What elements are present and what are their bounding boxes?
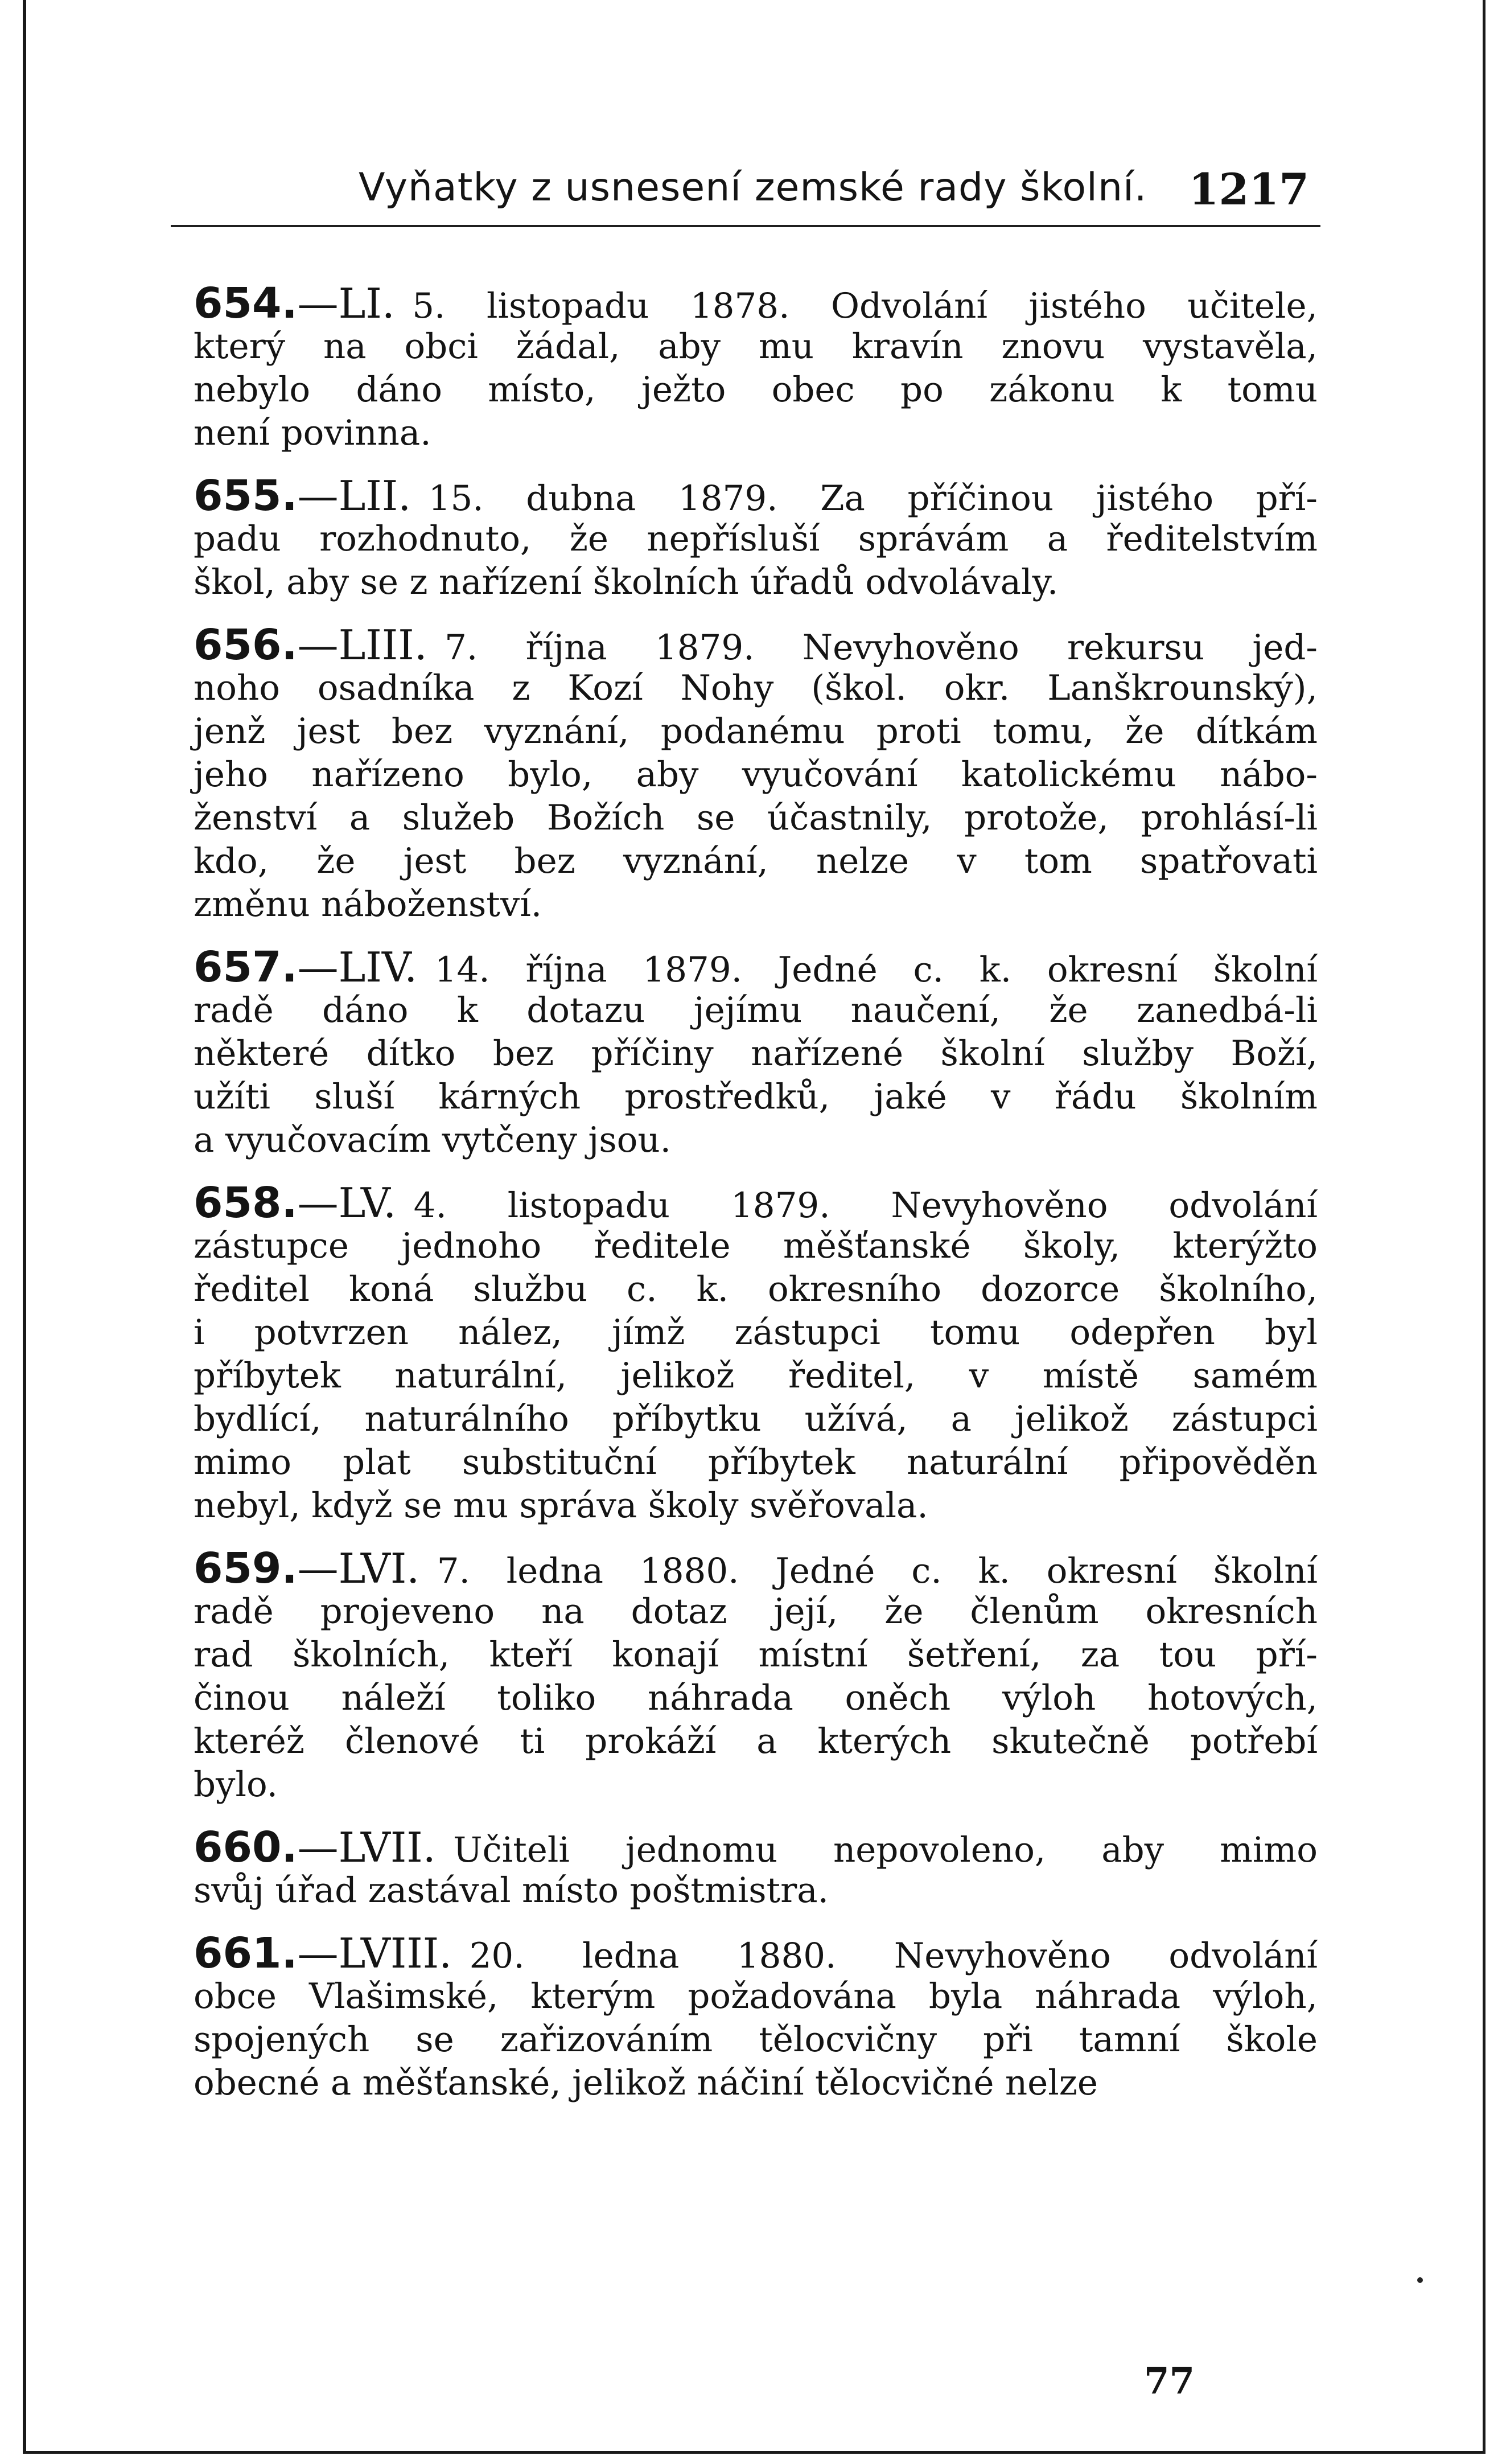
line-text: bylo.: [194, 1764, 278, 1805]
text-line: [194, 1975, 1318, 2018]
text-line: [194, 1441, 1318, 1484]
signature-mark: 77: [1144, 2360, 1195, 2403]
line-text: 7. ledna 1880. Jedné c. k. okresní školní: [437, 1551, 1318, 1591]
text-line: [194, 796, 1318, 840]
text-line: [194, 1677, 1318, 1720]
line-text: radě projeveno na dotaz její, že členům okresních: [194, 1591, 1318, 1632]
entry-number: 655.: [194, 471, 298, 520]
text-line: [194, 1268, 1318, 1311]
text-line: [194, 1544, 1318, 1593]
text-line: [194, 943, 1318, 992]
entry-number: 656.: [194, 621, 298, 670]
text-line: [194, 1823, 1318, 1872]
page-number: 1217: [1188, 164, 1309, 215]
line-text: ženství a služeb Božích se účastnily, protože, prohlásí-li: [194, 798, 1318, 838]
line-text: 5. listopadu 1878. Odvolání jistého učitele,: [412, 286, 1318, 326]
text-line: [194, 1032, 1318, 1075]
entry-655: [194, 471, 1318, 604]
line-text: radě dáno k dotazu jejímu naučení, že zanedbá-li: [194, 990, 1318, 1030]
entry-660: [194, 1823, 1318, 1912]
line-text: změnu náboženství.: [194, 884, 542, 925]
entry-657: [194, 943, 1318, 1162]
text-line: [194, 1869, 1318, 1912]
line-text: škol, aby se z nařízení školních úřadů odvolávaly.: [194, 562, 1059, 602]
entry-656: [194, 623, 1318, 926]
line-text: kteréž členové ti prokáží a kterých skutečně potřebí: [194, 1721, 1318, 1761]
text-line: [194, 989, 1318, 1032]
text-line: [194, 1633, 1318, 1677]
line-text: 20. ledna 1880. Nevyhověno odvolání: [469, 1936, 1318, 1976]
speck: [1417, 2277, 1423, 2283]
line-text: jeho nařízeno bylo, aby vyučování katolickému nábo-: [194, 754, 1318, 795]
line-text: kdo, že jest bez vyznání, nelze v tom spatřovati: [194, 841, 1318, 881]
text-line: [194, 1763, 1318, 1806]
entry-gap: [194, 1527, 1318, 1547]
line-text: nebyl, když se mu správa školy svěřovala.: [194, 1485, 928, 1526]
text-line: [194, 412, 1318, 455]
text-line: [194, 518, 1318, 561]
line-text: který na obci žádal, aby mu kravín znovu vystavěla,: [194, 326, 1318, 367]
entry-roman-numeral: —LV.: [297, 1179, 397, 1227]
text-line: [194, 561, 1318, 604]
entry-gap: [194, 1806, 1318, 1826]
entry-roman-numeral: —LIV.: [297, 943, 418, 991]
text-line: [194, 368, 1318, 412]
header-title: Vyňatky z usnesení zemské rady školní.: [359, 165, 1147, 210]
entry-roman-numeral: —LII.: [297, 472, 411, 520]
entry-gap: [194, 926, 1318, 946]
line-text: příbytek naturální, jelikož ředitel, v místě samém: [194, 1356, 1318, 1396]
entry-number: 657.: [194, 943, 298, 992]
text-line: [194, 621, 1318, 670]
line-text: padu rozhodnuto, že nepřísluší správám a ředitelstvím: [194, 519, 1318, 559]
entry-roman-numeral: —LIII.: [297, 621, 427, 669]
running-header: [171, 154, 1315, 216]
line-text: užíti sluší kárných prostředků, jaké v řádu školním: [194, 1077, 1318, 1117]
entry-gap: [194, 1912, 1318, 1932]
text-line: [194, 1119, 1318, 1162]
entry-gap: [194, 604, 1318, 623]
entry-661: [194, 1929, 1318, 2105]
entry-654: [194, 279, 1318, 455]
line-text: obecné a měšťanské, jelikož náčiní tělocvičné nelze: [194, 2063, 1098, 2103]
entry-number: 658.: [194, 1178, 298, 1227]
text-line: [194, 1311, 1318, 1354]
line-text: 14. října 1879. Jedné c. k. okresní školní: [434, 950, 1318, 990]
entry-roman-numeral: —LVI.: [297, 1545, 420, 1592]
text-line: [194, 1225, 1318, 1268]
line-text: 4. listopadu 1879. Nevyhověno odvolání: [413, 1185, 1318, 1226]
line-text: mimo plat substituční příbytek naturální připověděn: [194, 1442, 1318, 1482]
entry-roman-numeral: —LVIII.: [297, 1929, 452, 1977]
text-line: [194, 2061, 1318, 2105]
entry-roman-numeral: —LVII.: [297, 1824, 436, 1871]
text-line: [194, 1929, 1318, 1978]
text-line: [194, 710, 1318, 753]
line-text: činou náleží toliko náhrada oněch výloh hotových,: [194, 1678, 1318, 1718]
text-line: [194, 1398, 1318, 1441]
entry-gap: [194, 1162, 1318, 1181]
line-text: bydlící, naturálního příbytku užívá, a jelikož zástupci: [194, 1399, 1318, 1439]
line-text: není povinna.: [194, 413, 431, 453]
text-line: [194, 753, 1318, 796]
entry-659: [194, 1544, 1318, 1806]
text-line: [194, 1720, 1318, 1763]
text-line: [194, 2018, 1318, 2061]
text-line: [194, 667, 1318, 710]
line-text: a vyučovacím vytčeny jsou.: [194, 1120, 672, 1160]
entry-658: [194, 1178, 1318, 1527]
entry-number: 659.: [194, 1544, 298, 1593]
text-line: [194, 1354, 1318, 1398]
entry-number: 661.: [194, 1929, 298, 1978]
line-text: rad školních, kteří konají místní šetření, za tou pří-: [194, 1635, 1318, 1675]
page-body: [194, 279, 1318, 2105]
text-line: [194, 883, 1318, 926]
line-text: 7. října 1879. Nevyhověno rekursu jed-: [445, 627, 1318, 668]
entry-roman-numeral: —LI.: [297, 280, 395, 327]
header-rule: [171, 225, 1320, 227]
line-text: obce Vlašimské, kterým požadována byla náhrada výloh,: [194, 1976, 1318, 2017]
line-text: spojených se zařizováním tělocvičny při tamní škole: [194, 2019, 1318, 2060]
line-text: Učiteli jednomu nepovoleno, aby mimo: [453, 1830, 1318, 1870]
entry-gap: [194, 455, 1318, 474]
text-line: [194, 1075, 1318, 1119]
text-line: [194, 1590, 1318, 1633]
text-line: [194, 471, 1318, 520]
text-line: [194, 1484, 1318, 1527]
line-text: svůj úřad zastával místo poštmistra.: [194, 1870, 829, 1911]
entry-number: 654.: [194, 279, 298, 328]
line-text: ředitel koná službu c. k. okresního dozorce školního,: [194, 1269, 1318, 1309]
text-line: [194, 1178, 1318, 1227]
line-text: noho osadníka z Kozí Nohy (škol. okr. Lanškrounský),: [194, 668, 1318, 708]
line-text: 15. dubna 1879. Za příčinou jistého pří-: [428, 478, 1318, 519]
line-text: i potvrzen nález, jímž zástupci tomu odepřen byl: [194, 1312, 1318, 1353]
line-text: zástupce jednoho ředitele měšťanské školy, kterýžto: [194, 1226, 1318, 1266]
text-line: [194, 840, 1318, 883]
line-text: jenž jest bez vyznání, podanému proti tomu, že dítkám: [194, 711, 1318, 751]
entry-number: 660.: [194, 1823, 298, 1872]
text-line: [194, 325, 1318, 368]
text-line: [194, 279, 1318, 328]
line-text: nebylo dáno místo, ježto obec po zákonu k tomu: [194, 369, 1318, 410]
line-text: některé dítko bez příčiny nařízené školní služby Boží,: [194, 1033, 1318, 1074]
